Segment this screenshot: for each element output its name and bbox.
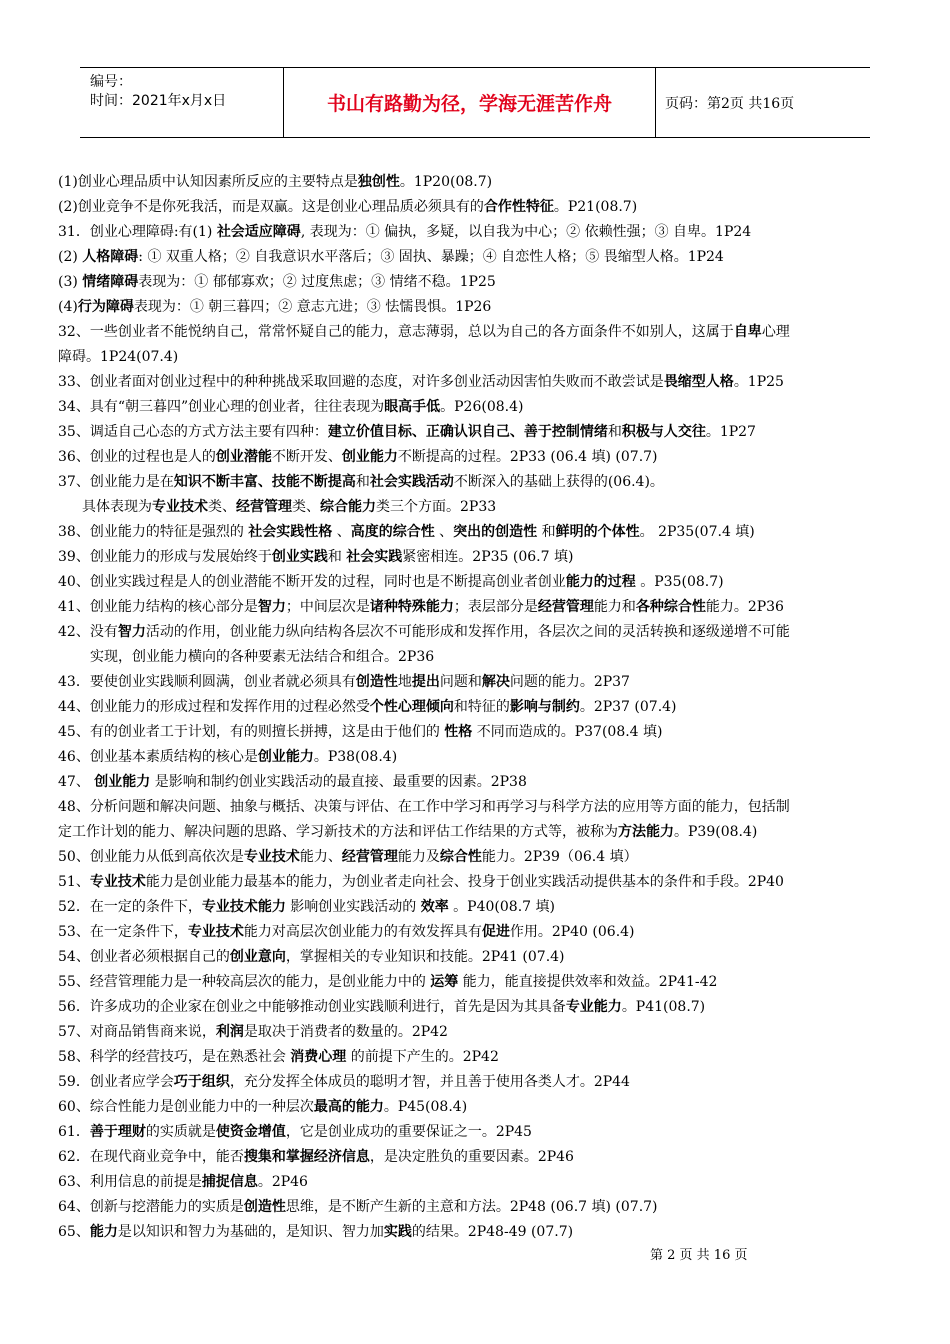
text-segment: ，它是创业成功的重要保证之一。2P45 [285, 1124, 532, 1140]
text-line [58, 220, 898, 245]
text-segment: 紧密相连。2P35 (06.7 填) [402, 549, 574, 565]
text-line [58, 970, 898, 995]
bold-term: 提出 [411, 674, 440, 690]
document-body [58, 170, 898, 1245]
text-segment: 48、分析问题和解决问题、抽象与概括、决策与评估、在工作中学习和再学习与科学方法的应用等方面的能力，包括制 [58, 799, 790, 815]
text-segment: 类、 [292, 499, 320, 515]
bold-term: 经营管理 [341, 849, 398, 865]
bold-term: 消费心理 [290, 1049, 347, 1065]
bold-term: 合作性特征 [483, 199, 554, 215]
text-segment: 和特征的 [453, 699, 510, 715]
text-line [58, 820, 898, 845]
text-line [58, 1070, 898, 1095]
text-segment: 41、创业能力结构的核心部分是 [58, 599, 258, 615]
text-line [58, 520, 898, 545]
bold-term: 善于理财 [89, 1124, 146, 1140]
text-segment: 心理 [761, 324, 790, 340]
bold-term: 高度的综合性 [350, 524, 435, 540]
text-segment: 。1P25 [733, 374, 784, 390]
text-line [58, 570, 898, 595]
text-segment: 的实质就是 [145, 1124, 216, 1140]
text-segment: : ① 双重人格；② 自我意识水平落后；③ 固执、暴躁；④ 自恋性人格；⑤ 畏缩型人格。1P24 [138, 249, 724, 265]
bold-term: 创业能力 [341, 449, 398, 465]
text-line [58, 270, 898, 295]
bold-term: 畏缩型人格 [663, 374, 734, 390]
text-line [58, 370, 898, 395]
text-segment: 表现为：① 郁郁寡欢；② 过度焦虑；③ 情绪不稳。1P25 [138, 274, 496, 290]
text-segment: 57、对商品销售商来说， [58, 1024, 216, 1040]
text-line [58, 295, 898, 320]
text-segment: 33、创业者面对创业过程中的种种挑战采取回避的态度，对许多创业活动因害怕失败而不敢尝试是 [58, 374, 664, 390]
bold-term: 创业潜能 [215, 449, 272, 465]
text-line [58, 595, 898, 620]
document-number-label: 编号： [90, 74, 132, 90]
bold-term: 建立价值目标、正确认识自己、善于控制情绪 [327, 424, 608, 440]
text-line [58, 895, 898, 920]
bold-term: 影响与制约 [509, 699, 580, 715]
text-segment: 。P39(08.4) [674, 824, 758, 840]
text-line [58, 1170, 898, 1195]
text-segment: 能力，能直接提供效率和效益。2P41-42 [458, 974, 718, 990]
bold-term: 综合性 [439, 849, 482, 865]
text-segment: 32、一些创业者不能悦纳自己，常常怀疑自己的能力，意志薄弱，总以为自己的各方面条件不如别人，这属于 [58, 324, 734, 340]
header-meta [80, 68, 283, 137]
text-line [58, 870, 898, 895]
page-footer: 第 2 页 共 16 页 [650, 1248, 748, 1263]
text-segment: 能力、 [299, 849, 342, 865]
text-segment: 问题和 [439, 674, 482, 690]
text-segment: 31．创业心理障碍:有(1) [58, 224, 217, 240]
text-segment: 55、经营管理能力是一种较高层次的能力，是创业能力中的 [58, 974, 431, 990]
text-segment: 61． [58, 1124, 90, 1140]
text-line [58, 1145, 898, 1170]
text-segment: 不断深入的基础上获得的(06.4)。 [453, 474, 664, 490]
text-segment: 37、创业能力是在 [58, 474, 174, 490]
text-segment: 不断开发、 [271, 449, 342, 465]
text-line [58, 695, 898, 720]
text-line [58, 945, 898, 970]
text-segment: 不同而造成的。P37(08.4 填) [472, 724, 663, 740]
text-segment: 。P40(08.7 填) [448, 899, 555, 915]
text-segment: , 表现为：① 偏执，多疑，以自我为中心；② 依赖性强；③ 自卑。1P24 [300, 224, 752, 240]
bold-term: 捕捉信息 [201, 1174, 258, 1190]
text-segment: 53、在一定条件下， [58, 924, 188, 940]
text-segment: 表现为：① 朝三暮四；② 意志亢进；③ 怯懦畏惧。1P26 [133, 299, 492, 315]
bold-term: 最高的能力 [313, 1099, 384, 1115]
text-segment: 45、有的创业者工于计划，有的则擅长拼搏，这是由于他们的 [58, 724, 445, 740]
text-segment: 59．创业者应学会 [58, 1074, 174, 1090]
text-segment: 56．许多成功的企业家在创业之中能够推动创业实践顺利进行，首先是因为其具备 [58, 999, 566, 1015]
text-segment: 。P38(08.4) [313, 749, 398, 765]
text-line [58, 395, 898, 420]
text-segment: 。P41(08.7) [621, 999, 706, 1015]
text-segment: (4) [58, 299, 78, 315]
bold-term: 创业能力 [257, 749, 314, 765]
text-segment: 地 [397, 674, 412, 690]
text-line [58, 920, 898, 945]
text-line [58, 1120, 898, 1145]
text-line [58, 1195, 898, 1220]
text-segment: 34、具有“朝三暮四”创业心理的创业者，往往表现为 [58, 399, 385, 415]
bold-term: 行为障碍 [77, 299, 134, 315]
text-line [58, 545, 898, 570]
text-segment: (2)创业竞争不是你死我活，而是双赢。这是创业心理品质必须具有的 [58, 199, 484, 215]
text-segment: 的前提下产生的。2P42 [346, 1049, 499, 1065]
text-segment: 46、创业基本素质结构的核心是 [58, 749, 258, 765]
text-line [58, 745, 898, 770]
text-segment: 47、 [58, 774, 95, 790]
bold-term: 专业能力 [565, 999, 622, 1015]
bold-term: 能力的过程 [565, 574, 636, 590]
text-segment: 63、利用信息的前提是 [58, 1174, 202, 1190]
text-line [58, 320, 898, 345]
text-segment: (1)创业心理品质中认知因素所反应的主要特点是 [58, 174, 358, 190]
bold-term: 使资金增值 [215, 1124, 286, 1140]
text-segment: 和 [607, 424, 622, 440]
text-line [58, 470, 898, 495]
text-line [58, 1095, 898, 1120]
header-page-info: 页码：第2页 共16页 [665, 95, 795, 112]
header-motto: 书山有路勤为径，学海无涯苦作舟 [283, 68, 656, 137]
text-segment: 实现，创业能力横向的各种要素无法结合和组合。2P36 [90, 649, 435, 665]
bold-term: 专业技术 [187, 924, 244, 940]
bold-term: 利润 [215, 1024, 244, 1040]
text-segment: 60、综合性能力是创业能力中的一种层次 [58, 1099, 314, 1115]
bold-term: 独创性 [357, 174, 400, 190]
bold-term: 鲜明的个体性 [555, 524, 640, 540]
bold-term: 情绪障碍 [82, 274, 139, 290]
text-segment: 是以知识和智力为基础的，是知识、智力加 [117, 1224, 384, 1240]
text-segment: 问题的能力。2P37 [509, 674, 630, 690]
document-date: 时间：2021年x月x日 [90, 93, 227, 109]
bold-term: 知识不断丰富、技能不断提高 [173, 474, 356, 490]
text-line [58, 170, 898, 195]
text-segment: 52．在一定的条件下， [58, 899, 202, 915]
text-line [58, 495, 898, 520]
bold-term: 自卑 [733, 324, 762, 340]
bold-term: 能力 [89, 1224, 118, 1240]
text-line [58, 720, 898, 745]
text-line [58, 670, 898, 695]
text-segment: 。P21(08.7) [553, 199, 638, 215]
text-segment: 定工作计划的能力、解决问题的思路、学习新技术的方法和评估工作结果的方式等，被称为 [58, 824, 618, 840]
text-line [58, 1045, 898, 1070]
text-segment: 。 2P35(07.4 填) [639, 524, 755, 540]
text-segment: 是取决于消费者的数量的。2P42 [243, 1024, 448, 1040]
text-segment: 。P26(08.4) [440, 399, 524, 415]
text-segment: 类、 [208, 499, 236, 515]
bold-term: 专业技术 [152, 499, 208, 515]
bold-term: 诸种特殊能力 [369, 599, 454, 615]
text-segment: 不断提高的过程。2P33 (06.4 填) (07.7) [397, 449, 658, 465]
bold-term: 促进 [481, 924, 510, 940]
text-segment: 和 [355, 474, 370, 490]
bold-term: 效率 [420, 899, 449, 915]
bold-term: 创造性 [243, 1199, 286, 1215]
bold-term: 创业意向 [229, 949, 286, 965]
bold-term: 巧于组织 [173, 1074, 230, 1090]
bold-term: 智力 [257, 599, 286, 615]
text-line [58, 770, 898, 795]
text-segment: 、 [332, 524, 351, 540]
text-line [58, 1220, 898, 1245]
text-segment: ；表层部分是 [453, 599, 538, 615]
text-segment: 。2P37 (07.4) [579, 699, 677, 715]
text-segment: ，充分发挥全体成员的聪明才智，并且善于使用各类人才。2P44 [229, 1074, 630, 1090]
text-segment: 50、创业能力从低到高依次是 [58, 849, 244, 865]
bold-term: 创造性 [355, 674, 398, 690]
bold-term: 经营管理 [236, 499, 292, 515]
bold-term: 方法能力 [618, 824, 674, 840]
text-segment: 障碍。1P24(07.4) [58, 349, 179, 365]
bold-term: 眼高手低 [384, 399, 441, 415]
text-segment: 39、创业能力的形成与发展始终于 [58, 549, 272, 565]
bold-term: 智力 [117, 624, 146, 640]
text-segment: 和 [537, 524, 556, 540]
bold-term: 解决 [481, 674, 510, 690]
text-segment: 能力是创业能力最基本的能力，为创业者走向社会、投身于创业实践活动提供基本的条件和手段。2P40 [145, 874, 784, 890]
text-segment: 能力及 [397, 849, 440, 865]
bold-term: 社会实践性格 [248, 524, 333, 540]
text-segment: 38、创业能力的特征是强烈的 [58, 524, 249, 540]
text-line [58, 420, 898, 445]
bold-term: 运筹 [430, 974, 459, 990]
bold-term: 创业能力 [94, 774, 151, 790]
text-segment: 的结果。2P48-49 (07.7) [411, 1224, 574, 1240]
text-segment: 。P35(08.7) [635, 574, 724, 590]
text-line [58, 995, 898, 1020]
text-segment: 58、科学的经营技巧，是在熟悉社会 [58, 1049, 291, 1065]
text-segment: 40、创业实践过程是人的创业潜能不断开发的过程，同时也是不断提高创业者创业 [58, 574, 566, 590]
bold-term: 突出的创造性 [453, 524, 538, 540]
text-segment: ；中间层次是 [285, 599, 370, 615]
text-segment: 能力对高层次创业能力的有效发挥具有 [243, 924, 482, 940]
text-segment: 是影响和制约创业实践活动的最直接、最重要的因素。2P38 [150, 774, 527, 790]
text-segment: 和 [327, 549, 347, 565]
bold-term: 社会实践活动 [369, 474, 454, 490]
text-segment: 51、 [58, 874, 90, 890]
text-line [58, 1020, 898, 1045]
text-segment: 具体表现为 [82, 499, 152, 515]
text-line [58, 195, 898, 220]
text-segment: 活动的作用，创业能力纵向结构各层次不可能形成和发挥作用，各层次之间的灵活转换和逐级递增不可能 [145, 624, 790, 640]
bold-term: 实践 [383, 1224, 412, 1240]
text-segment: (3) [58, 274, 83, 290]
bold-term: 综合能力 [320, 499, 376, 515]
bold-term: 社会适应障碍 [216, 224, 301, 240]
text-line [58, 345, 898, 370]
bold-term: 创业实践 [271, 549, 328, 565]
text-line [58, 845, 898, 870]
text-segment: 36、创业的过程也是人的 [58, 449, 216, 465]
text-segment: 65、 [58, 1224, 90, 1240]
text-segment: 64、创新与挖潜能力的实质是 [58, 1199, 244, 1215]
text-segment: 35、调适自己心态的方式方法主要有四种： [58, 424, 328, 440]
text-segment: 。1P20(08.7) [399, 174, 493, 190]
text-line [58, 445, 898, 470]
text-segment: 类三个方面。2P33 [376, 499, 497, 515]
text-line [58, 795, 898, 820]
text-segment: 。2P46 [257, 1174, 308, 1190]
text-segment: 思维，是不断产生新的主意和方法。2P48 (06.7 填) (07.7) [285, 1199, 658, 1215]
bold-term: 经营管理 [537, 599, 594, 615]
bold-term: 积极与人交往 [621, 424, 706, 440]
bold-term: 搜集和掌握经济信息 [243, 1149, 370, 1165]
text-segment: 能力和 [593, 599, 636, 615]
text-segment: 能力。2P39（06.4 填） [481, 849, 638, 865]
text-segment: 能力。2P36 [705, 599, 784, 615]
bold-term: 专业技术 [243, 849, 300, 865]
text-line [58, 620, 898, 645]
text-segment: 影响创业实践活动的 [285, 899, 421, 915]
text-segment: 54、创业者必须根据自己的 [58, 949, 230, 965]
text-segment: 42、没有 [58, 624, 118, 640]
bold-term: 个性心理倾向 [369, 699, 454, 715]
text-line [58, 245, 898, 270]
text-segment: (2) [58, 249, 83, 265]
text-segment: 、 [434, 524, 454, 540]
text-segment: ，是决定胜负的重要因素。2P46 [369, 1149, 574, 1165]
bold-term: 各种综合性 [635, 599, 706, 615]
text-segment: 作用。2P40 (06.4) [509, 924, 635, 940]
text-segment: 。1P27 [705, 424, 756, 440]
text-line [58, 645, 898, 670]
text-segment: ，掌握相关的专业知识和技能。2P41 (07.4) [285, 949, 565, 965]
page-header [80, 67, 870, 138]
text-segment: 44、创业能力的形成过程和发挥作用的过程必然受 [58, 699, 370, 715]
text-segment: 。P45(08.4) [383, 1099, 468, 1115]
bold-term: 社会实践 [346, 549, 403, 565]
bold-term: 专业技术 [89, 874, 146, 890]
bold-term: 人格障碍 [82, 249, 139, 265]
bold-term: 专业技术能力 [201, 899, 286, 915]
text-segment: 43．要使创业实践顺利圆满，创业者就必须具有 [58, 674, 356, 690]
bold-term: 性格 [444, 724, 473, 740]
text-segment: 62．在现代商业竞争中，能否 [58, 1149, 244, 1165]
